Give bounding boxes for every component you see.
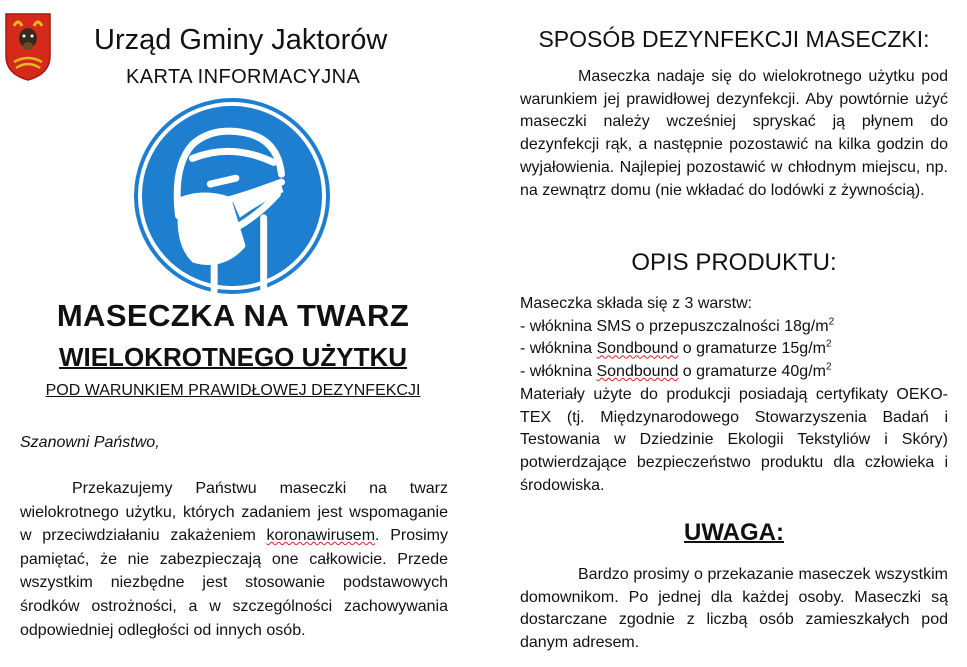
product-layer-2 (520, 338, 948, 361)
card-type: KARTA INFORMACYJNA (126, 66, 361, 88)
disinfection-heading: SPOSÓB DEZYNFEKCJI MASECZKI: (538, 26, 930, 52)
product-layer-1-text: - włóknina SMS o przepuszczalności 18g/m (520, 317, 829, 335)
warning-heading: UWAGA: (684, 519, 784, 546)
product-certification: Materiały użyte do produkcji posiadają certyfikaty OEKO-TEX (tj. Międzynarodowego Stowarzyszenia Badań i Testowania w Dziedzinie Ekologii Tekstyliów i Skóry) potwierdzające bezpieczeństwo produktu dla człowieka i środowiska. (520, 385, 948, 494)
product-layer-3-suffix: o gramaturze 40g/m (678, 363, 826, 381)
product-layer-2-brand: Sondbound (596, 340, 679, 358)
coat-of-arms-icon (4, 12, 52, 82)
product-layer-3-prefix: - włóknina (520, 363, 597, 381)
product-layer-1-sup: 2 (828, 316, 835, 328)
letter-body-end: . Prosimy pamiętać, że nie zabezpieczają one całkowicie. Przede wszystkim niezbędne jest stosowanie podstawowych środków ostrożności, a w szczególności zachowywania odpowiedniej odległości od innych osób. (20, 527, 448, 639)
letter-greeting: Szanowni Państwo, (20, 434, 160, 451)
product-intro: Maseczka składa się z 3 warstw: (520, 295, 753, 312)
disinfection-text: Maseczka nadaje się do wielokrotnego użytku pod warunkiem jej prawidłowej dezynfekcji. Aby powtórnie użyć maseczki należy wcześniej spryskać ją płynem do dezynfekcji rąk, a następnie pozostawić na kilka godzin do wyjałowienia. Najlepiej pozostawić w chłodnym miejscu, np. na zewnątrz domu (nie wkładać do lodówki z żywnością). (520, 68, 948, 199)
product-layer-1 (520, 316, 948, 339)
poster-subtitle: WIELOKROTNEGO UŻYTKU (58, 342, 408, 372)
product-heading: OPIS PRODUKTU: (631, 249, 837, 276)
face-mask-sign-icon (133, 97, 331, 295)
product-layer-2-prefix: - włóknina (520, 340, 597, 358)
poster-condition: POD WARUNKIEM PRAWIDŁOWEJ DEZYNFEKCJI (45, 382, 421, 399)
product-layer-2-suffix: o gramaturze 15g/m (678, 340, 826, 358)
product-layer-3-brand: Sondbound (596, 363, 679, 381)
product-layer-2-sup: 2 (825, 339, 832, 351)
product-description (520, 293, 948, 497)
letter-body (20, 477, 448, 642)
poster-title: MASECZKA NA TWARZ (56, 298, 410, 333)
warning-text: Bardzo prosimy o przekazanie maseczek wszystkim domownikom. Po jednej dla każdej osoby. Maseczki są dostarczane zgodnie z liczbą osób zamieszkałych pod danym adresem. (520, 566, 948, 652)
product-layer-3 (520, 361, 948, 384)
letter-body-start: Przekazujemy Państwu maseczki na twarz wielokrotnego użytku, których zadaniem jest wspomaganie w przeciwdziałaniu zakażeniem (20, 480, 448, 545)
letter-body-underlined-word: koronawirusem (266, 527, 376, 545)
product-layer-3-sup: 2 (825, 361, 832, 373)
office-name: Urząd Gminy Jaktorów (94, 24, 388, 56)
